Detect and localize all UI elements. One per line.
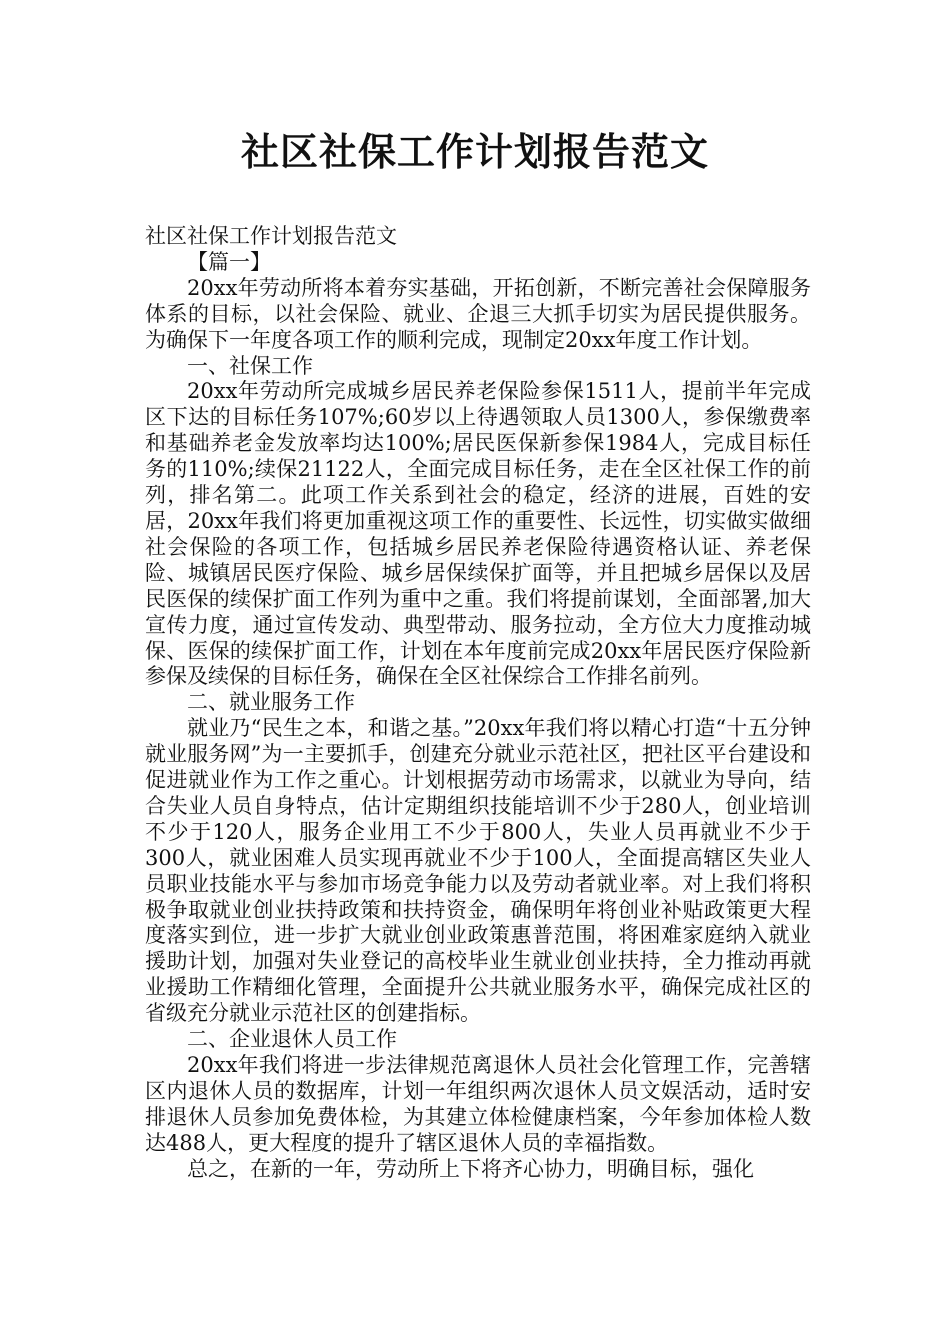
document-subtitle: 社区社保工作计划报告范文 (145, 224, 397, 248)
section-body-retirees: 20xx年我们将进一步法律规范离退休人员社会化管理工作，完善辖区内退休人员的数据库，计划一年组织两次退休人员文娱活动，适时安排退休人员参加免费体检，为其建立体检健康档案，今年参加体检人数达488人，更大程度的提升了辖区退休人员的幸福指数。 (145, 1053, 811, 1155)
section-heading-employment: 二、就业服务工作 (187, 690, 355, 715)
part-label: 【篇一】 (187, 249, 271, 274)
section-heading-social-insurance: 一、社保工作 (187, 353, 313, 378)
intro-paragraph: 20xx年劳动所将本着夯实基础，开拓创新，不断完善社会保障服务体系的目标，以社会保险、就业、企退三大抓手切实为居民提供服务。为确保下一年度各项工作的顺利完成，现制定20xx年度工作计划。 (145, 275, 811, 352)
section-body-employment: 就业乃“民生之本，和谐之基。”20xx年我们将以精心打造“十五分钟就业服务网”为一主要抓手，创建充分就业示范社区，把社区平台建设和促进就业作为工作之重心。计划根据劳动市场需求，以就业为导向，结合失业人员自身特点，估计定期组织技能培训不少于280人，创业培训不少于120人，服务企业用工不少于800人，失业人员再就业不少于300人，就业困难人员实现再就业不少于100人，全面提高辖区失业人员职业技能水平与参加市场竞争能力以及劳动者就业率。对上我们将积极争取就业创业扶持政策和扶持资金，确保明年将创业补贴政策更大程度落实到位，进一步扩大就业创业政策惠普范围，将困难家庭纳入就业援助计划，加强对失业登记的高校毕业生就业创业扶持，全力推动再就业援助工作精细化管理，全面提升公共就业服务水平，确保完成社区的省级充分就业示范社区的创建指标。 (145, 716, 811, 1026)
document-body (145, 224, 811, 1183)
closing-paragraph: 总之，在新的一年，劳动所上下将齐心协力，明确目标，强化 (187, 1156, 754, 1181)
section-body-social-insurance: 20xx年劳动所完成城乡居民养老保险参保1511人，提前半年完成区下达的目标任务107%;60岁以上待遇领取人员1300人，参保缴费率和基础养老金发放率均达100%;居民医保新参保1984人，完成目标任务的110%;续保21122人，全面完成目标任务，走在全区社保工作的前列，排名第二。此项工作关系到社会的稳定，经济的进展，百姓的安居，20xx年我们将更加重视这项工作的重要性、长远性，切实做实做细社会保险的各项工作，包括城乡居民养老保险待遇资格认证、养老保险、城镇居民医疗保险、城乡居保续保扩面等，并且把城乡居保以及居民医保的续保扩面工作列为重中之重。我们将提前谋划，全面部署,加大宣传力度，通过宣传发动、典型带动、服务拉动，全方位大力度推动城保、医保的续保扩面工作，计划在本年度前完成20xx年居民医疗保险新参保及续保的目标任务，确保在全区社保综合工作排名前列。 (145, 379, 811, 689)
document-title: 社区社保工作计划报告范文 (240, 130, 709, 174)
section-heading-retirees: 二、企业退休人员工作 (187, 1027, 397, 1052)
